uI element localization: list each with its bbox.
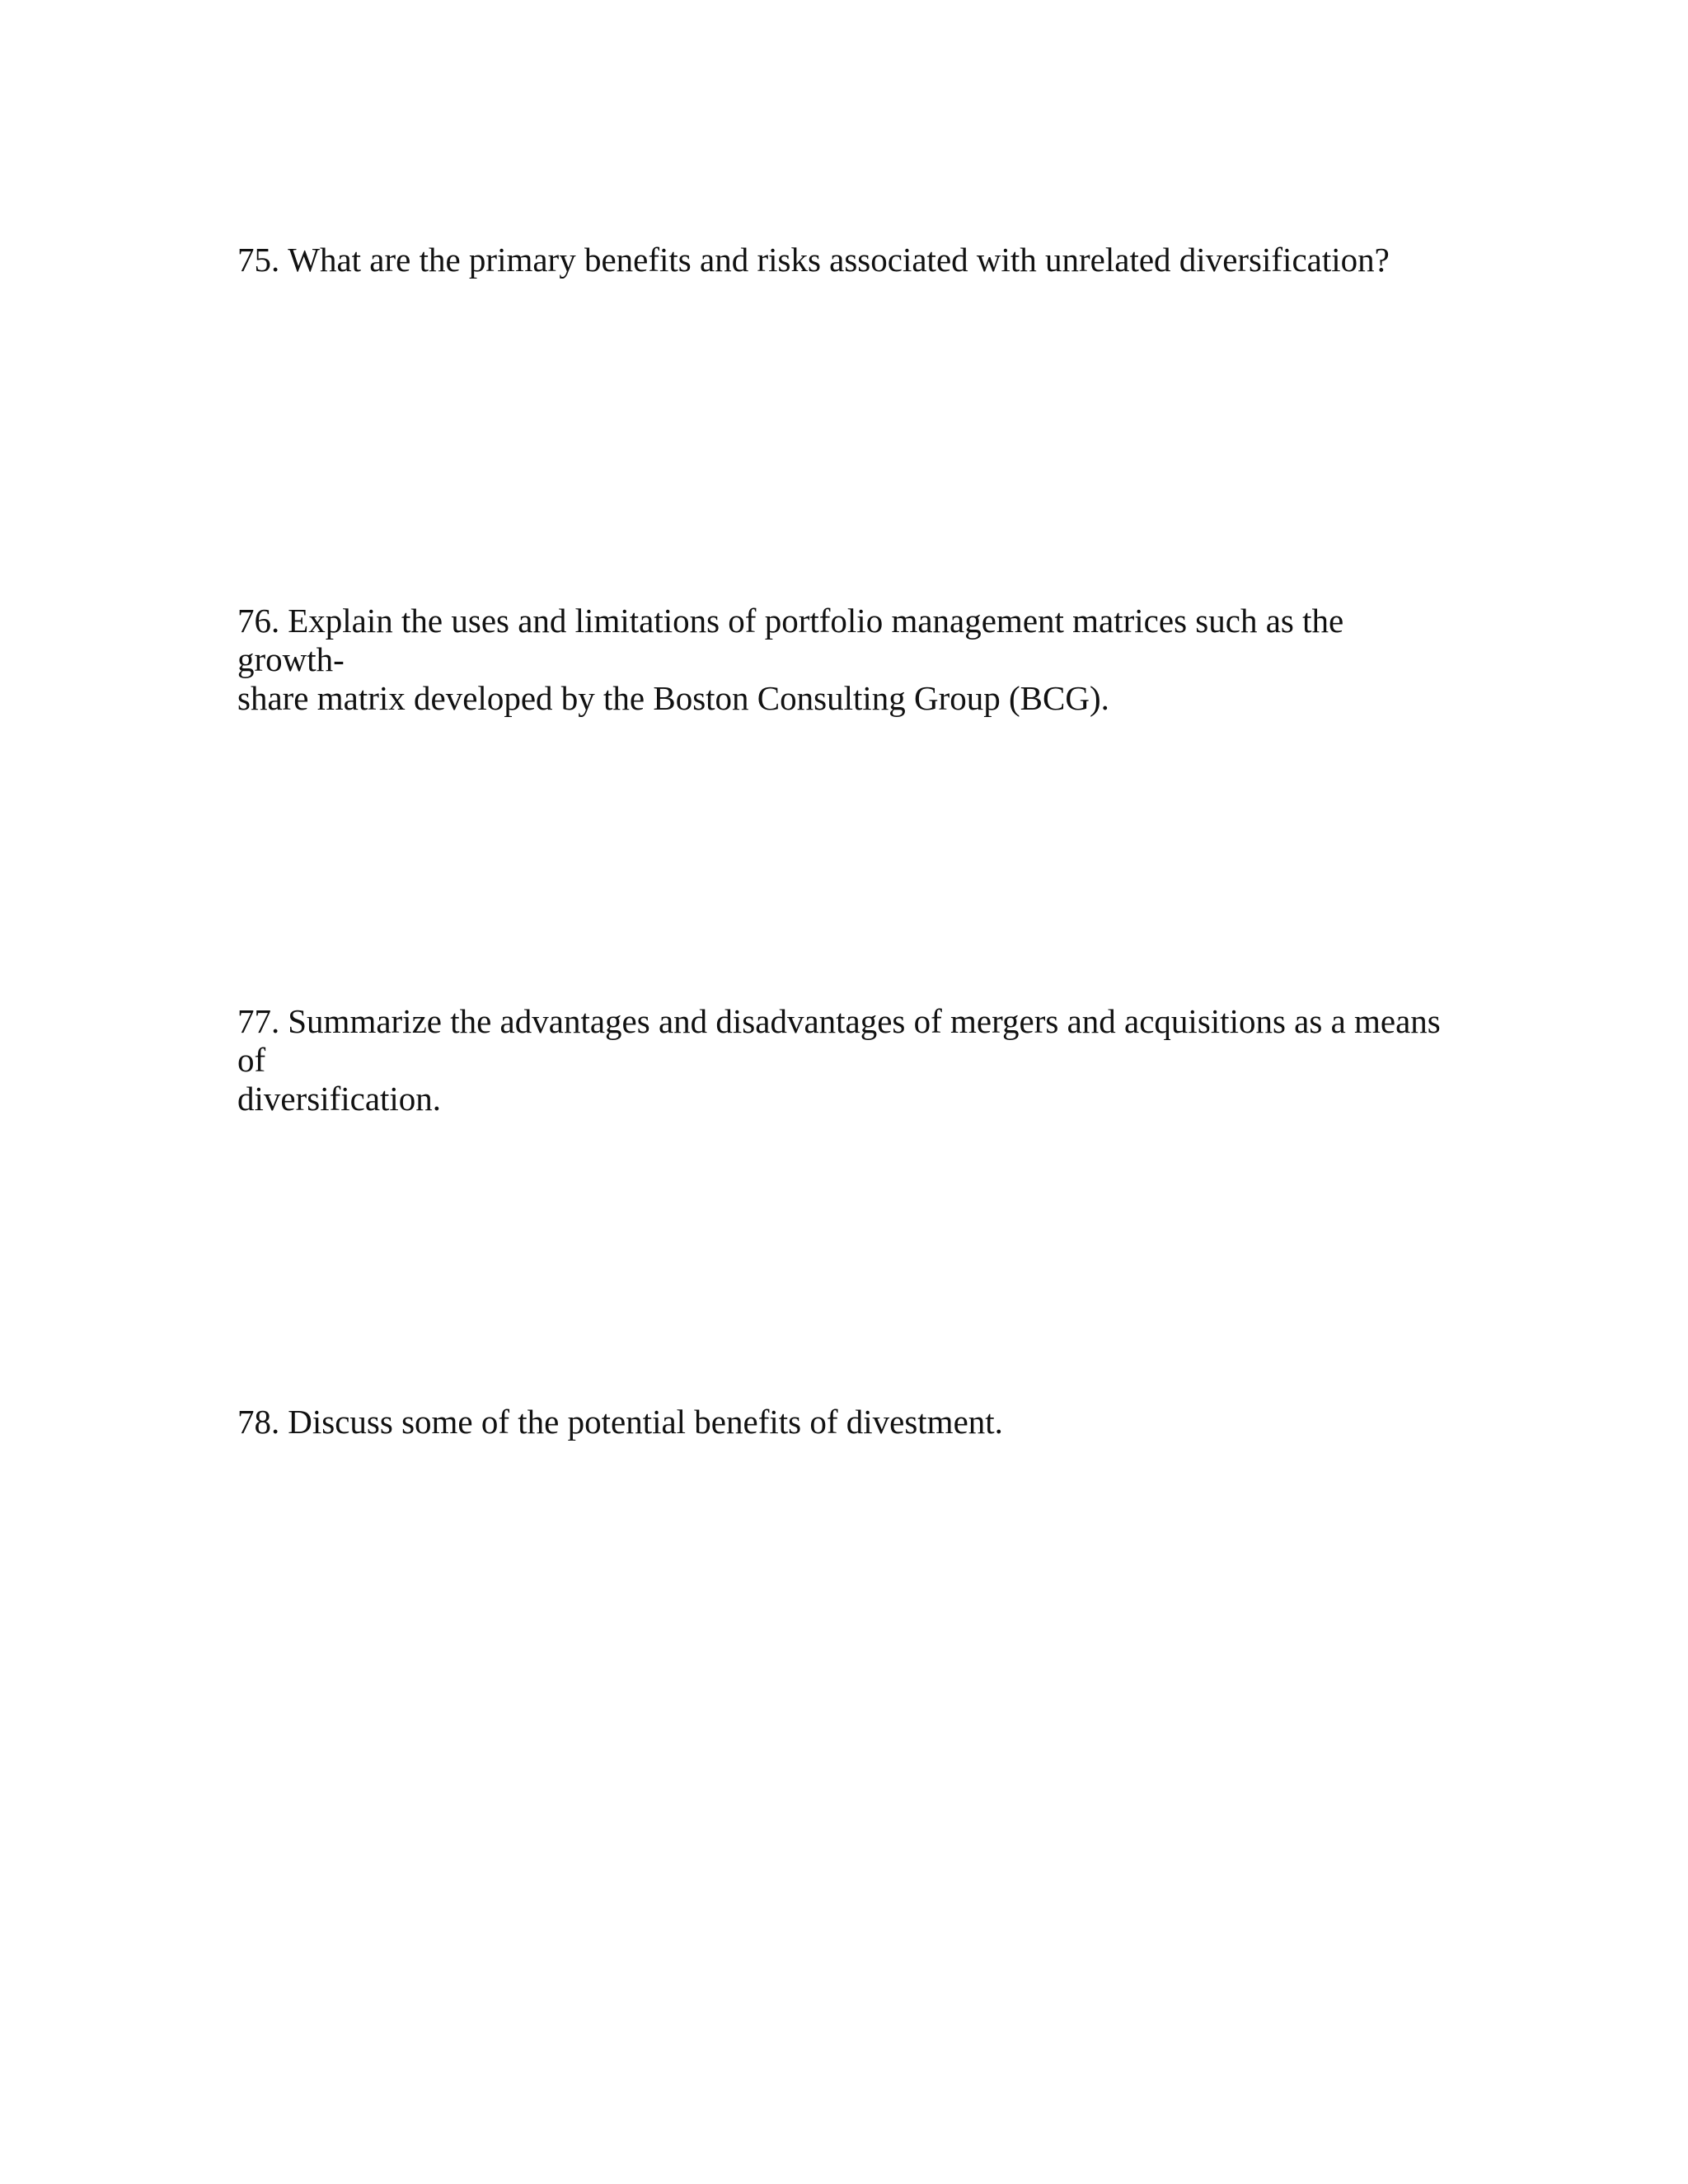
question-text-line-1: Summarize the advantages and disadvantages of mergers and acquisitions as a means of [237,1002,1441,1079]
question-text-line-1: Explain the uses and limitations of portfolio management matrices such as the growth- [237,602,1344,678]
question-number: 75. [237,241,280,279]
question-75 [237,241,1457,279]
question-77 [237,1002,1457,1118]
question-78 [237,1403,1457,1441]
question-number: 78. [237,1403,280,1441]
question-text: Discuss some of the potential benefits of divestment. [288,1403,1003,1441]
question-number: 76. [237,602,280,640]
question-text: What are the primary benefits and risks associated with unrelated diversification? [288,241,1390,279]
question-text-line-2: share matrix developed by the Boston Consulting Group (BCG). [237,679,1109,717]
question-number: 77. [237,1002,280,1040]
question-76 [237,602,1457,718]
question-text-line-2: diversification. [237,1080,442,1118]
